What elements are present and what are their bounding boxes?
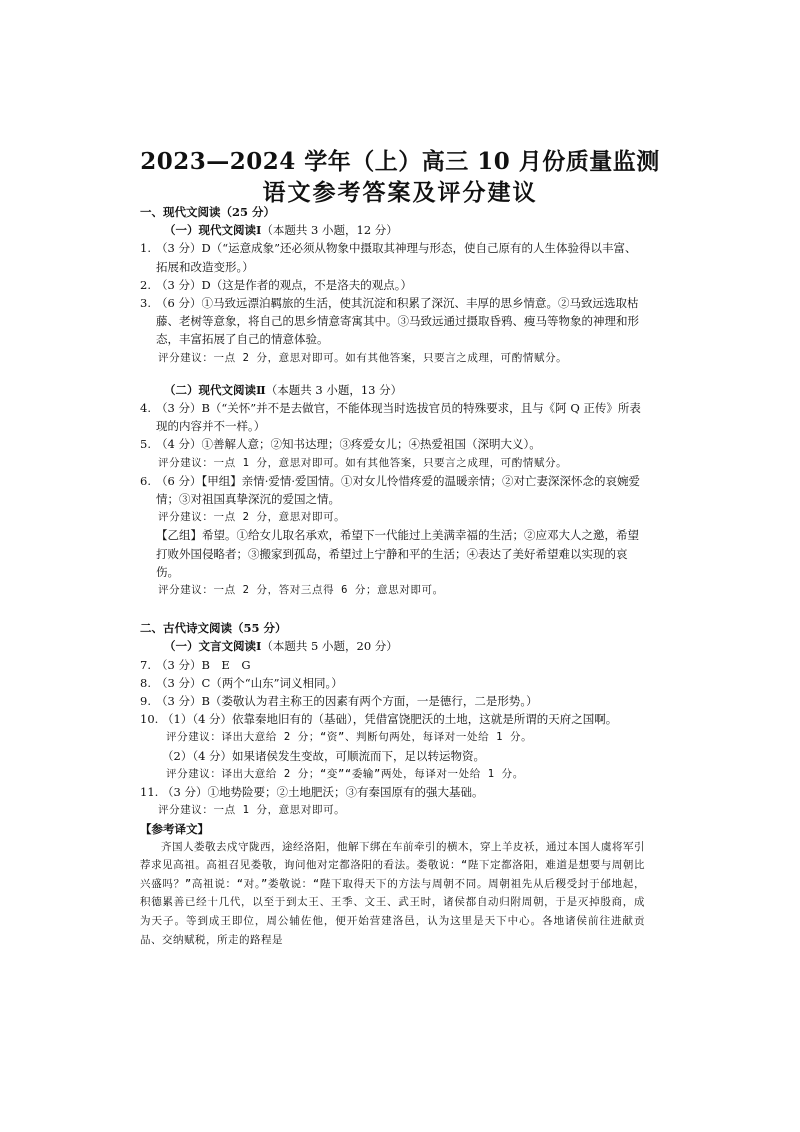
question-answer: （1）（4 分）依靠秦地旧有的（基础），凭借富饶肥沃的土地，这就是所谓的天府之国啊。 [162,712,618,727]
question-10-part-2: （2）（4 分）如果诸侯发生变故，可顺流而下，足以转运物资。 [162,748,486,763]
question-answer: （4 分）①善解人意；②知书达理；③疼爱女儿；④热爱祖国（深明大义）。 [156,437,541,452]
question-4 [140,399,645,435]
subsection-note: （本题共 3 小题，13 分） [265,382,403,397]
question-answer: （6 分）【甲组】亲情·爱情·爱国情。①对女儿怜惜疼爱的温暖亲情；②对亡妻深深怀念的哀婉爱情；③对祖国真挚深沉的爱国之情。 [156,473,641,507]
scoring-note: 评分建议：一点 2 分，答对三点得 6 分；意思对即可。 [158,584,444,597]
document-subtitle: 语文参考答案及评分建议 [262,179,538,206]
question-3 [140,294,645,349]
scoring-note: 评分建议：译出大意给 2 分；“资”、判断句两处，每译对一处给 1 分。 [166,731,533,744]
scoring-note: 评分建议：译出大意给 2 分；“变”“委输”两处，每译对一处给 1 分。 [166,767,524,780]
question-2 [140,276,645,294]
question-6-group-b: 【乙组】希望。①给女儿取名承欢，希望下一代能过上美满幸福的生活；②应邓大人之邀，希望打败外国侵略者；③搬家到孤岛，希望过上宁静和平的生活；④表达了美好希望难以实现的哀伤。 [156,528,639,579]
scoring-note: 评分建议：一点 2 分，意思对即可。如有其他答案，只要言之成理，可酌情赋分。 [158,351,568,364]
reference-translation: 齐国人娄敬去戍守陇西，途经洛阳，他解下绑在车前牵引的横木，穿上羊皮袄，通过本国人虞将军引荐求见高祖。高祖召见娄敬，询问他对定都洛阳的看法。娄敬说：“陛下定都洛阳，难道是想要与周朝比兴盛吗？”高祖说：“对。”娄敬说：“陛下取得天下的方法与周朝不同。周朝祖先从后稷受封于邰地起，积德累善已经十几代，以至于到太王、王季、文王、武王时，诸侯都自动归附周朝，于是灭掉殷商，成为天子。等到成王即位，周公辅佐他，便开始营建洛邑，认为这里是天下中心。各地诸侯前往进献贡品、交纳赋税，所走的路程是 [140,840,645,946]
question-number: 7. [140,657,151,672]
subsection-title: （一）文言文阅读Ⅰ [164,639,262,654]
question-answer: （6 分）①马致远漂泊羁旅的生活，使其沉淀和积累了深沉、丰厚的思乡情意。②马致远选取枯藤、老树等意象，将自己的思乡情意寄寓其中。③马致远通过摄取昏鸦、瘦马等物象的神理和形态，丰富拓展了自己的情意体验。 [156,296,639,347]
subsection-heading [140,221,645,239]
question-answer: （3 分）D（“运意成象”还必须从物象中摄取其神理与形态，使自己原有的人生体验得以丰富、拓展和改造变形。） [156,241,637,274]
question-9 [140,692,645,710]
question-number: 4. [140,401,151,416]
question-answer: （3 分）B（娄敬认为君主称王的因素有两个方面，一是德行，二是形势。） [156,694,538,709]
question-answer: （3 分）C（两个“山东”词义相同。） [156,675,343,690]
subsection-title: （二）现代文阅读Ⅱ [164,382,266,397]
question-number: 2. [140,277,151,292]
spacer [140,599,645,619]
question-answer: （3 分）①地势险要；②土地肥沃；③有秦国原有的强大基础。 [162,785,484,800]
question-8 [140,674,645,692]
document-title: 2023—2024 学年（上）高三 10 月份质量监测 [140,148,660,175]
question-answer: （3 分）D（这是作者的观点，不是洛夫的观点。） [156,277,412,292]
scoring-note: 评分建议：一点 1 分，意思对即可。如有其他答案，只要言之成理，可酌情赋分。 [158,456,568,469]
subsection-note: （本题共 5 小题，20 分） [261,639,398,654]
section-heading: 二、古代诗文阅读（55 分） [140,621,287,636]
scoring-note: 评分建议：一点 2 分，意思对即可。 [158,511,346,524]
subsection-heading [140,381,645,399]
question-10 [140,710,645,728]
scoring-note: 评分建议：一点 1 分，意思对即可。 [158,804,346,817]
subsection-title: （一）现代文阅读Ⅰ [164,223,262,238]
question-number: 8. [140,675,151,690]
question-5 [140,435,645,453]
subsection-note: （本题共 3 小题，12 分） [261,223,398,238]
question-answer: （3 分）B E G [156,657,251,672]
question-11 [140,783,645,801]
reference-heading: 【参考译文】 [140,821,209,836]
spacer [140,367,645,381]
question-number: 1. [140,241,151,256]
question-number: 5. [140,437,151,452]
question-1 [140,239,645,275]
question-7 [140,656,645,674]
section-heading: 一、现代文阅读（25 分） [140,205,276,219]
question-number: 9. [140,694,151,709]
question-number: 10. [140,712,159,727]
question-6 [140,472,645,508]
question-answer: （3 分）B（“关怀”并不是去做官，不能体现当时选拔官员的特殊要求，且与《阿 Q 正传》所表现的内容并不一样。） [156,401,641,434]
question-number: 11. [140,785,159,800]
question-number: 6. [140,473,151,488]
answer-content [140,203,645,949]
question-number: 3. [140,296,151,311]
subsection-heading [140,637,645,655]
